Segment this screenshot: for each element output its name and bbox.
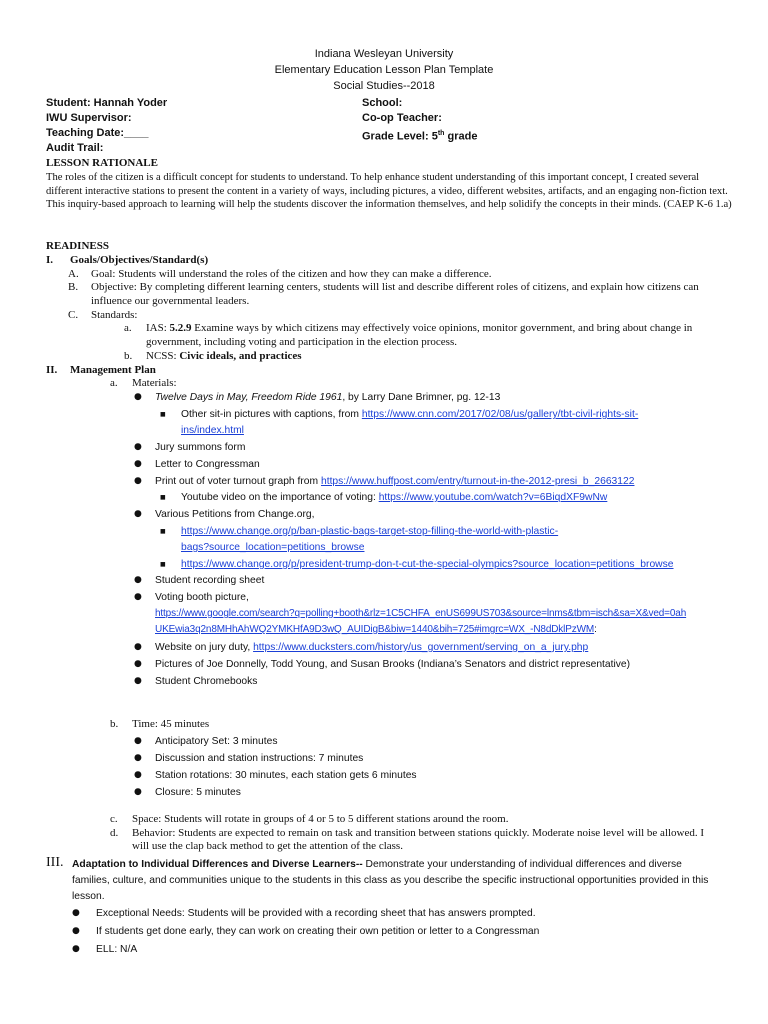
material-chromebooks: Student Chromebooks [155, 676, 258, 687]
material-youtube: Youtube video on the importance of voting: https://www.youtube.com/watch?v=6BiqdXF9wNw [181, 492, 608, 503]
material-petitions: Various Petitions from Change.org, [155, 509, 315, 520]
objective-marker: B. [68, 281, 79, 293]
subject-title: Social Studies--2018 [333, 80, 435, 92]
readiness-heading: READINESS [46, 240, 109, 252]
adaptation-text: Adaptation to Individual Differences and Diverse Learners-- Demonstrate your understanding of individual differences and diverse families, culture, and communities unique to the students in this class as you describe the specific instructional opportunities provided in this lesson. [72, 859, 709, 902]
school-field: School: [362, 97, 403, 109]
material-letter: Letter to Congressman [155, 459, 260, 470]
bullet-icon: ● [134, 592, 142, 602]
petition-link-1[interactable]: https://www.change.org/p/ban-plastic-bags-target-stop-filling-the-world-with-plastic- [181, 526, 559, 537]
material-voting-booth: Voting booth picture, [155, 592, 249, 603]
materials-marker: a. [110, 377, 118, 389]
square-bullet-icon: ■ [160, 494, 166, 501]
adaptation-early-finishers: If students get done early, they can work on creating their own petition or letter to a Congressman [96, 926, 540, 937]
template-title: Elementary Education Lesson Plan Template [274, 64, 494, 76]
section-1-title: Goals/Objectives/Standard(s) [70, 254, 209, 266]
cnn-link[interactable]: https://www.cnn.com/2017/02/08/us/gallery/tbt-civil-rights-sit- [361, 409, 639, 420]
section-2-title: Management Plan [70, 364, 156, 376]
bullet-icon: ● [134, 642, 142, 652]
bullet-icon: ● [134, 575, 142, 585]
bullet-icon: ● [134, 753, 142, 763]
square-bullet-icon: ■ [160, 411, 166, 418]
bullet-icon: ● [134, 787, 142, 797]
square-bullet-icon: ■ [160, 528, 166, 535]
time-label: Time: 45 minutes [132, 718, 210, 730]
material-pictures: Pictures of Joe Donnelly, Todd Young, and Susan Brooks (Indiana’s Senators and district representative) [155, 659, 631, 670]
ias-standard: IAS: 5.2.9 Examine ways by which citizens may effectively voice opinions, monitor government, and bring about change in government, including voting and participation in the election process. [146, 322, 693, 348]
section-3-number: III. [46, 855, 64, 870]
material-turnout-graph: Print out of voter turnout graph from https://www.huffpost.com/entry/turnout-in-the-2012-presi_b_2663122 [155, 476, 635, 487]
bullet-icon: ● [134, 509, 142, 519]
cnn-link-continued[interactable]: ins/index.html [181, 425, 244, 436]
behavior-marker: d. [110, 827, 119, 839]
rationale-heading: LESSON RATIONALE [46, 157, 158, 169]
rationale-text: The roles of the citizen is a difficult concept for students to understand. To help enhance student understanding of this important concept, I created several different interactive stations to present the content in a variety of ways, including pictures, a video, different websites, artifacts, and an engaging non-fiction text. This inquiry-based approach to learning will help the students discover the information themselves, and help solidify the concepts in their minds. (CAEP K-6 1.a) [46, 172, 732, 210]
material-recording-sheet: Student recording sheet [155, 575, 265, 586]
supervisor-field: IWU Supervisor: [46, 112, 132, 124]
ncss-marker: b. [124, 350, 133, 362]
university-title: Indiana Wesleyan University [314, 48, 454, 60]
space-marker: c. [110, 813, 118, 825]
square-bullet-icon: ■ [160, 561, 166, 568]
bullet-icon: ● [72, 908, 80, 918]
time-closure: Closure: 5 minutes [155, 787, 241, 798]
goal-text: Goal: Students will understand the roles of the citizen and how they can make a difference. [91, 268, 492, 280]
standards-label: Standards: [91, 309, 138, 321]
time-rotations: Station rotations: 30 minutes, each station gets 6 minutes [155, 770, 417, 781]
teaching-date-field: Teaching Date:____ [46, 127, 149, 139]
behavior-text: Behavior: Students are expected to remain on task and transition between stations quickly. Moderate noise level will be allowed. I will use the clap back method to get the attention of the class. [132, 827, 705, 852]
material-sitin-pictures: Other sit-in pictures with captions, from https://www.cnn.com/2017/02/08/us/gallery/tbt-civil-rights-sit- [181, 409, 639, 420]
google-booth-link[interactable]: https://www.google.com/search?q=polling+booth&rlz=1C5CHFA_enUS699US703&source=lnms&tbm=isch&sa=X&ved=0ah [155, 608, 687, 619]
huffpost-link[interactable]: https://www.huffpost.com/entry/turnout-in-the-2012-presi_b_2663122 [320, 476, 635, 487]
google-booth-link-continued[interactable]: UKEwia3q2n8MHhAhWQ2YMKHfA9D3wQ_AUIDigB&biw=1440&bih=725#imgrc=WX_-N8dDklPzWM [155, 624, 595, 635]
objective-text: Objective: By completing different learning centers, students will list and describe different roles of citizens, and explain how citizens can influence our governmental leaders. [91, 281, 699, 307]
adaptation-exceptional-needs: Exceptional Needs: Students will be provided with a recording sheet that has answers prompted. [96, 908, 536, 919]
section-2-number: II. [46, 364, 58, 376]
time-anticipatory: Anticipatory Set: 3 minutes [155, 736, 278, 747]
bullet-icon: ● [134, 442, 142, 452]
ias-marker: a. [124, 322, 132, 334]
petition-link-2[interactable]: https://www.change.org/p/president-trump-don-t-cut-the-special-olympics?source_location=petitions_browse [181, 559, 674, 570]
material-jury-form: Jury summons form [155, 442, 246, 453]
bullet-icon: ● [134, 770, 142, 780]
ncss-standard: NCSS: Civic ideals, and practices [146, 350, 302, 362]
time-marker: b. [110, 718, 119, 730]
bullet-icon: ● [134, 476, 142, 486]
material-jury-website: Website on jury duty, https://www.ducksters.com/history/us_government/serving_on_a_jury.php [155, 642, 589, 653]
goal-marker: A. [68, 268, 79, 280]
bullet-icon: ● [134, 676, 142, 686]
ducksters-link[interactable]: https://www.ducksters.com/history/us_government/serving_on_a_jury.php [253, 642, 589, 653]
coop-teacher-field: Co-op Teacher: [362, 112, 442, 124]
material-book: Twelve Days in May, Freedom Ride 1961, by Larry Dane Brimner, pg. 12-13 [155, 392, 501, 403]
bullet-icon: ● [134, 659, 142, 669]
student-field: Student: Hannah Yoder [46, 97, 168, 109]
bullet-icon: ● [134, 736, 142, 746]
time-discussion: Discussion and station instructions: 7 minutes [155, 753, 364, 764]
adaptation-ell: ELL: N/A [96, 944, 138, 955]
bullet-icon: ● [134, 459, 142, 469]
space-text: Space: Students will rotate in groups of 4 or 5 to 5 different stations around the room. [132, 813, 509, 825]
bullet-icon: ● [134, 392, 142, 402]
section-1-number: I. [46, 254, 54, 266]
petition-link-1-continued[interactable]: bags?source_location=petitions_browse [181, 542, 365, 553]
bullet-icon: ● [72, 944, 80, 954]
audit-trail-field: Audit Trail: [46, 142, 104, 154]
youtube-link[interactable]: https://www.youtube.com/watch?v=6BiqdXF9wNw [378, 492, 608, 503]
bullet-icon: ● [72, 926, 80, 936]
standards-marker: C. [68, 309, 79, 321]
grade-level-field: Grade Level: 5th grade [362, 130, 478, 143]
google-booth-link-line-2: UKEwia3q2n8MHhAhWQ2YMKHfA9D3wQ_AUIDigB&biw=1440&bih=725#imgrc=WX_-N8dDklPzWM: [155, 624, 597, 635]
materials-label: Materials: [132, 377, 177, 389]
